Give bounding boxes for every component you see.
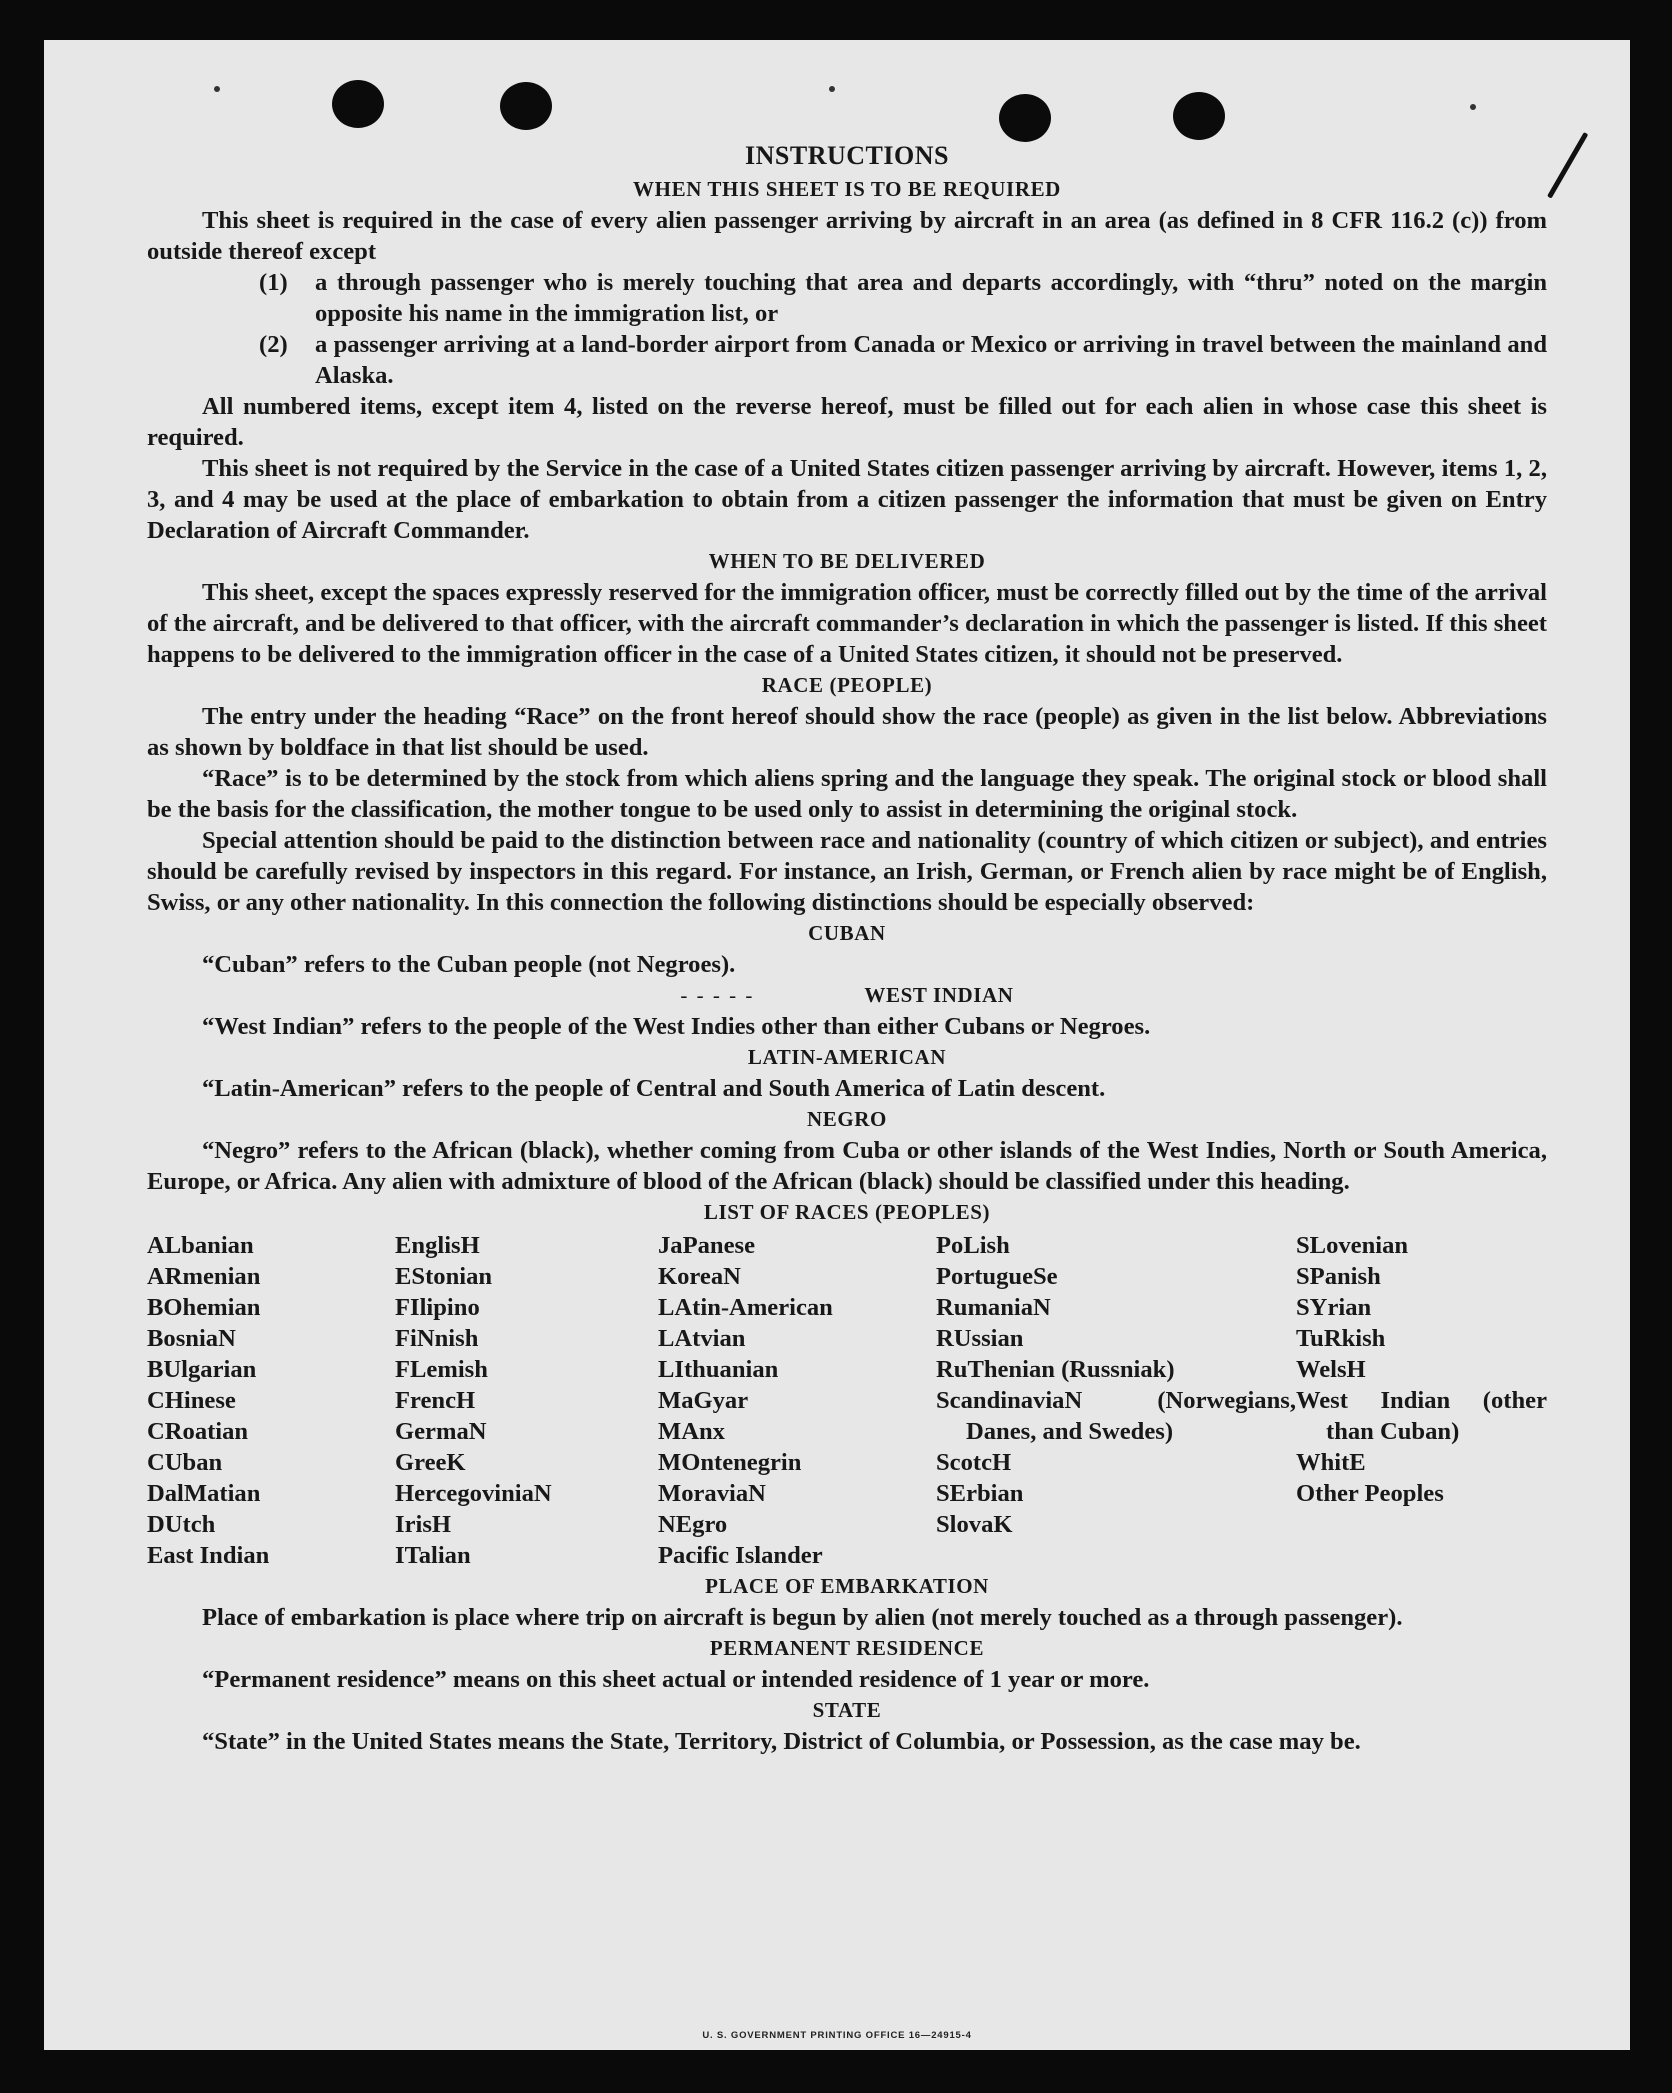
race-entry: LIthuanian bbox=[658, 1356, 779, 1383]
race-entry: TuRkish bbox=[1296, 1325, 1386, 1352]
race-entry: ScandinaviaN (Norwegians, Danes, and Swedes) bbox=[936, 1387, 1296, 1445]
section-heading-negro: NEGRO bbox=[806, 1107, 887, 1131]
paragraph: All numbered items, except item 4, listed on the reverse hereof, must be filled out for each alien in whose case this sheet is required. bbox=[147, 393, 1547, 451]
section-heading-west-indian bbox=[147, 980, 1547, 1011]
race-entry: FIlipino bbox=[395, 1294, 480, 1321]
punch-hole bbox=[500, 82, 552, 130]
speck bbox=[214, 86, 220, 92]
race-entry: DalMatian bbox=[147, 1480, 261, 1507]
race-entry: WhitE bbox=[1296, 1449, 1366, 1476]
punch-hole bbox=[332, 80, 384, 128]
item-number: (2) bbox=[259, 331, 288, 358]
section-heading-list-of-races: LIST OF RACES (PEOPLES) bbox=[703, 1200, 991, 1224]
race-entry: SLovenian bbox=[1296, 1232, 1409, 1259]
paragraph: Special attention should be paid to the distinction between race and nationality (country of which citizen or subject), and entries should be carefully revised by inspectors in this regard. For instance, an Irish, German, or French alien by race might be of English, Swiss, or any other nationality. In this connection the following distinctions should be especially observed: bbox=[147, 827, 1547, 916]
race-entry: WelsH bbox=[1296, 1356, 1366, 1383]
race-entry: MAnx bbox=[658, 1418, 725, 1445]
section-heading-race: RACE (PEOPLE) bbox=[761, 673, 933, 697]
item-text: a through passenger who is merely touching that area and departs accordingly, with “thru” noted on the margin opposite his name in the immigration list, or bbox=[315, 269, 1547, 327]
race-entry: GreeK bbox=[395, 1449, 466, 1476]
race-entry: GermaN bbox=[395, 1418, 487, 1445]
race-entry: RuThenian (Russniak) bbox=[936, 1356, 1175, 1383]
dash-marks: - - - - - bbox=[680, 983, 755, 1007]
race-entry: EnglisH bbox=[395, 1232, 480, 1259]
race-entry: SYrian bbox=[1296, 1294, 1372, 1321]
race-entry: DUtch bbox=[147, 1511, 216, 1538]
instructions-content bbox=[147, 138, 1547, 1757]
race-entry: MaGyar bbox=[658, 1387, 749, 1414]
paragraph: “Race” is to be determined by the stock from which aliens spring and the language they speak. The original stock or blood shall be the basis for the classification, the mother tongue to be used only to assist in determining the original stock. bbox=[147, 765, 1547, 823]
paragraph: “West Indian” refers to the people of the West Indies other than either Cubans or Negroes. bbox=[202, 1013, 1151, 1040]
item-number: (1) bbox=[259, 269, 288, 296]
race-column bbox=[395, 1230, 658, 1571]
race-entry: LAtvian bbox=[658, 1325, 746, 1352]
race-entry: East Indian bbox=[147, 1542, 270, 1569]
race-column bbox=[658, 1230, 936, 1571]
race-entry: BUlgarian bbox=[147, 1356, 257, 1383]
speck bbox=[1470, 104, 1476, 110]
race-entry: BOhemian bbox=[147, 1294, 261, 1321]
numbered-item bbox=[259, 329, 1547, 391]
race-entry: SPanish bbox=[1296, 1263, 1381, 1290]
race-entry: NEgro bbox=[658, 1511, 728, 1538]
printing-office-footer: U. S. GOVERNMENT PRINTING OFFICE 16—24915-4 bbox=[702, 2030, 972, 2041]
speck bbox=[829, 86, 835, 92]
race-entry: PoLish bbox=[936, 1232, 1010, 1259]
race-entry: PortugueSe bbox=[936, 1263, 1058, 1290]
check-mark bbox=[1547, 132, 1588, 199]
section-heading-cuban: CUBAN bbox=[808, 921, 886, 945]
paragraph: Place of embarkation is place where trip on aircraft is begun by alien (not merely touched as a through passenger). bbox=[202, 1604, 1403, 1631]
race-entry: ALbanian bbox=[147, 1232, 254, 1259]
race-entry: ScotcH bbox=[936, 1449, 1012, 1476]
section-heading-latin-american: LATIN-AMERICAN bbox=[747, 1045, 947, 1069]
paragraph: This sheet, except the spaces expressly reserved for the immigration officer, must be correctly filled out by the time of the arrival of the aircraft, and be delivered to that officer, with the aircraft commander’s declaration in which the passenger is listed. If this sheet happens to be delivered to the immigration officer in the case of a United States citizen, it should not be preserved. bbox=[147, 579, 1547, 668]
race-entry: CHinese bbox=[147, 1387, 236, 1414]
paragraph: “Latin-American” refers to the people of Central and South America of Latin descent. bbox=[202, 1075, 1106, 1102]
section-heading-residence: PERMANENT RESIDENCE bbox=[709, 1636, 985, 1660]
race-entry: JaPanese bbox=[658, 1232, 755, 1259]
race-column bbox=[936, 1230, 1296, 1571]
section-heading-state: STATE bbox=[812, 1698, 882, 1722]
paragraph: “Cuban” refers to the Cuban people (not Negroes). bbox=[202, 951, 736, 978]
race-entry: LAtin-American bbox=[658, 1294, 833, 1321]
punch-hole bbox=[1173, 92, 1225, 140]
page-title: INSTRUCTIONS bbox=[745, 141, 949, 170]
race-column bbox=[1296, 1230, 1547, 1571]
race-list bbox=[147, 1230, 1547, 1571]
numbered-item bbox=[259, 267, 1547, 329]
section-heading-when-required: WHEN THIS SHEET IS TO BE REQUIRED bbox=[633, 177, 1061, 201]
paragraph: This sheet is not required by the Service in the case of a United States citizen passenger arriving by aircraft. However, items 1, 2, 3, and 4 may be used at the place of embarkation to obtain from a citizen passenger the information that must be given on Entry Declaration of Aircraft Commander. bbox=[147, 455, 1547, 544]
race-entry: HercegoviniaN bbox=[395, 1480, 552, 1507]
paragraph: “Negro” refers to the African (black), whether coming from Cuba or other islands of the West Indies, North or South America, Europe, or Africa. Any alien with admixture of blood of the African (black) should be classified under this heading. bbox=[147, 1137, 1547, 1195]
race-entry: Pacific Islander bbox=[658, 1542, 823, 1569]
race-entry: SlovaK bbox=[936, 1511, 1013, 1538]
punch-hole bbox=[999, 94, 1051, 142]
paragraph: “State” in the United States means the State, Territory, District of Columbia, or Possession, as the case may be. bbox=[202, 1728, 1361, 1755]
section-heading-embarkation: PLACE OF EMBARKATION bbox=[705, 1574, 989, 1598]
race-entry: Other Peoples bbox=[1296, 1480, 1444, 1507]
race-entry: FLemish bbox=[395, 1356, 488, 1383]
paragraph: This sheet is required in the case of every alien passenger arriving by aircraft in an area (as defined in 8 CFR 116.2 (c)) from outside thereof except bbox=[147, 207, 1547, 265]
race-entry: CUban bbox=[147, 1449, 223, 1476]
race-entry: West Indian (other than Cuban) bbox=[1296, 1387, 1547, 1445]
race-entry: ITalian bbox=[395, 1542, 471, 1569]
race-column bbox=[147, 1230, 395, 1571]
race-entry: FrencH bbox=[395, 1387, 476, 1414]
race-entry: EStonian bbox=[395, 1263, 493, 1290]
document-sheet bbox=[44, 40, 1630, 2050]
race-entry: MOntenegrin bbox=[658, 1449, 802, 1476]
paragraph: “Permanent residence” means on this sheet actual or intended residence of 1 year or more. bbox=[202, 1666, 1150, 1693]
section-heading-when-delivered: WHEN TO BE DELIVERED bbox=[708, 549, 986, 573]
race-entry: RUssian bbox=[936, 1325, 1024, 1352]
race-entry: RumaniaN bbox=[936, 1294, 1051, 1321]
race-entry: MoraviaN bbox=[658, 1480, 766, 1507]
race-entry: KoreaN bbox=[658, 1263, 741, 1290]
item-text: a passenger arriving at a land-border airport from Canada or Mexico or arriving in travel between the mainland and Alaska. bbox=[315, 331, 1547, 389]
heading-text: WEST INDIAN bbox=[864, 983, 1014, 1007]
race-entry: IrisH bbox=[395, 1511, 452, 1538]
race-entry: FiNnish bbox=[395, 1325, 479, 1352]
race-entry: SErbian bbox=[936, 1480, 1024, 1507]
paragraph: The entry under the heading “Race” on the front hereof should show the race (people) as given in the list below. Abbreviations as shown by boldface in that list should be used. bbox=[147, 703, 1547, 761]
race-entry: ARmenian bbox=[147, 1263, 261, 1290]
race-entry: BosniaN bbox=[147, 1325, 236, 1352]
race-entry: CRoatian bbox=[147, 1418, 249, 1445]
